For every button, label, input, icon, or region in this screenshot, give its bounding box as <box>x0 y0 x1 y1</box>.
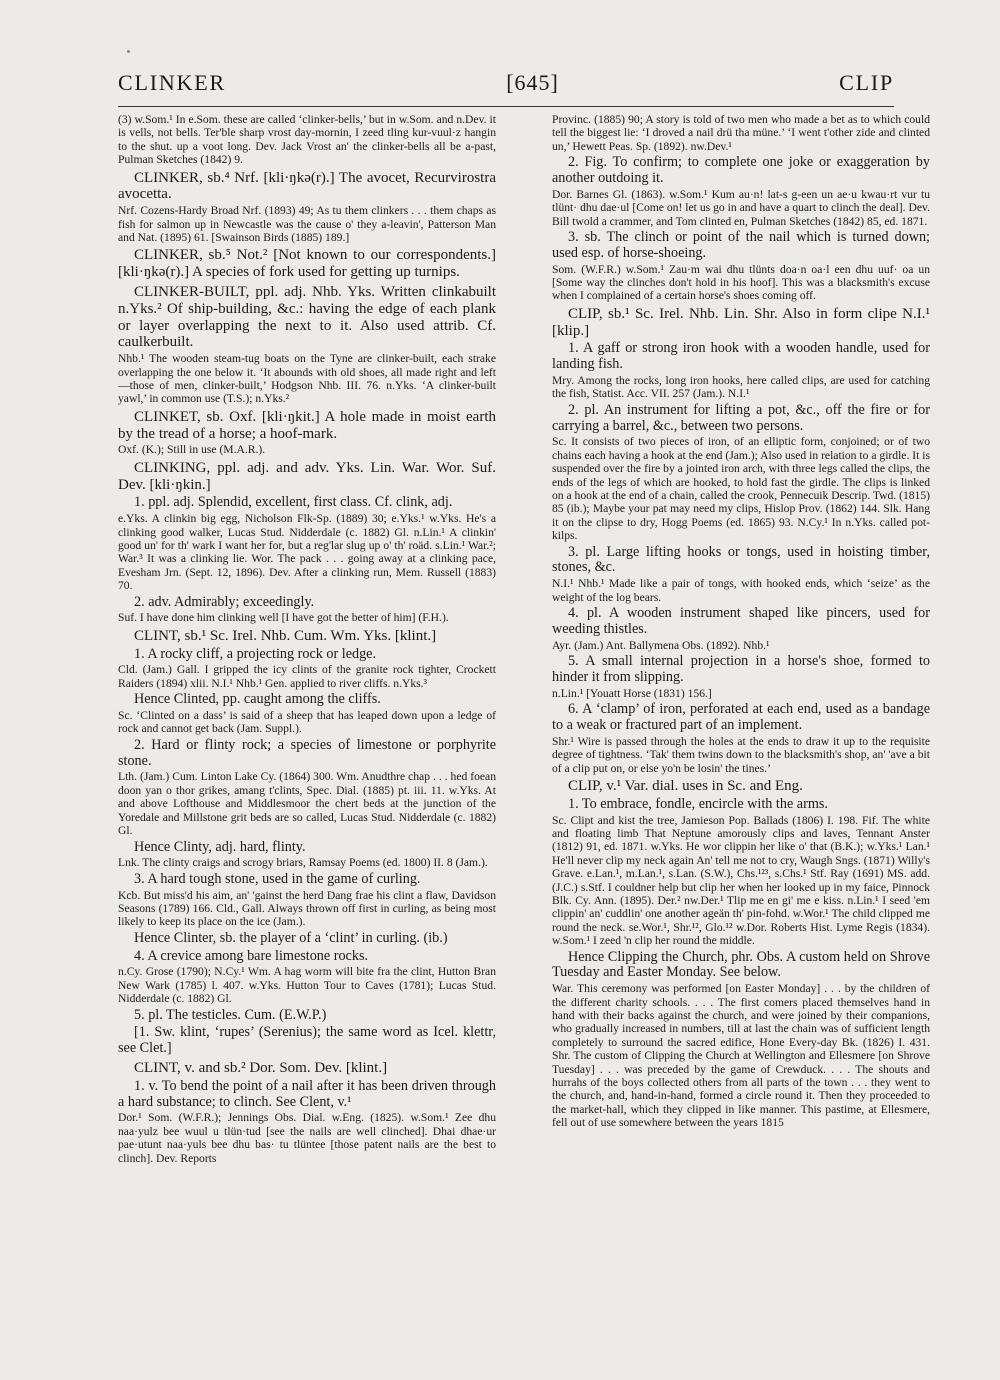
left-column <box>118 112 496 1262</box>
entry-sense: 3. sb. The clinch or point of the nail which is turned down; used esp. of horse-shoeing. <box>552 229 930 261</box>
citation-paragraph: n.Cy. Grose (1790); N.Cy.¹ Wm. A hag worm will bite fra the clint, Hutton Bran New Wark (1785) l. 407. w.Yks. Hutton Tour to Caves (1781); Lucas Stud. Nidderdale (c. 1882) Gl. <box>118 965 496 1006</box>
header-rule <box>118 106 894 107</box>
entry-sense: 3. A hard tough stone, used in the game of curling. <box>134 870 421 887</box>
dictionary-entry: CLINT, sb.¹ Sc. Irel. Nhb. Cum. Wm. Yks. [klint.] <box>134 627 437 644</box>
citation-paragraph: Nrf. Cozens-Hardy Broad Nrf. (1893) 49; As tu them clinkers . . . them chaps as fish for salmon up in Newcastle was the cause o' they a-leavin', Patterson Man and Nat. (1895) 61. [Swainson Birds (1885) 189.] <box>118 204 496 245</box>
dictionary-entry: CLIP, v.¹ Var. dial. uses in Sc. and Eng. <box>568 777 803 794</box>
entry-sense: 3. pl. Large lifting hooks or tongs, used in hoisting timber, stones, &c. <box>552 543 930 576</box>
entry-sense: 5. pl. The testicles. Cum. (E.W.P.) <box>134 1006 327 1023</box>
citation-paragraph: Shr.¹ Wire is passed through the holes at the ends to draw it up to the requisite degree of tightness. ‘Tak' them twins down to the blacksmith's shop, an' 'ave a bit of a clip put on, or else yo'n be losin' the tines.’ <box>552 734 930 775</box>
dictionary-entry: CLINKER, sb.⁴ Nrf. [kli·ŋkə(r).] The avocet, Recurvirostra avocetta. <box>118 169 496 203</box>
entry-sense: 2. Hard or flinty rock; a species of limestone or porphyrite stone. <box>118 736 496 769</box>
citation-paragraph: N.I.¹ Nhb.¹ Made like a pair of tongs, with hooked ends, which ‘seize’ as the weight of the log bears. <box>552 577 930 604</box>
entry-sense: 5. A small internal projection in a horse's shoe, formed to hinder it from slipping. <box>552 653 930 685</box>
citation-paragraph: Lth. (Jam.) Cum. Linton Lake Cy. (1864) 300. Wm. Anudthre chap . . . hed foean doon yan o thor grikes, amang t'clints, Spec. Dial. (1885) pt. iii. 11. w.Yks. At and above Lofthouse and Middlesmoor the chert beds at the junction of the Yoredale and Millstone grit beds are so called, Lucas Stud. Nidderdale (c. 1882) Gl. <box>118 770 496 838</box>
citation-paragraph: Suf. I have done him clinking well [I have got the better of him] (F.H.). <box>118 611 449 625</box>
dictionary-entry: CLINKET, sb. Oxf. [kli·ŋkit.] A hole made in moist earth by the tread of a horse; a hoof-mark. <box>118 408 496 442</box>
citation-paragraph: Provinc. (1885) 90; A story is told of two men who made a bet as to which could tell the biggest lie: ‘I droved a nail drü tha müne.’ ‘I went t'other zide and clinted un,’ Hewett Peas. Sp. (1892). nw.Dev.¹ <box>552 113 930 153</box>
entry-sense: 1. A rocky cliff, a projecting rock or ledge. <box>134 645 377 662</box>
citation-paragraph: e.Yks. A clinkin big egg, Nicholson Flk-Sp. (1889) 30; e.Yks.¹ w.Yks. He's a clinking good walker, Lucas Stud. Nidderdale (c. 1882) Gl. n.Lin.¹ A clinkin' good un' for th' wark I want her for, but a reg'lar slug up o' th' roäd. s.Lin.¹ War.²; War.³ It was a clinking lie. Wor. The pack . . . going away at a clinking pace, Evesham Jrn. (Sept. 12, 1896). Dev. After a clinking run, Mem. Russell (1883) 70. <box>118 512 496 593</box>
citation-paragraph: War. This ceremony was performed [on Easter Monday] . . . by the children of the different charity schools. . . . The first comers placed themselves hand in hand with their backs against the church, and were joined by their companions, who gradually increased in numbers, till at last the chain was of sufficient length completely to surround the sacred edifice, Hone Every-day Bk. (1826) I. 431. Shr. The custom of Clipping the Church at Wellington and Ellesmere [on Shrove Tuesday] . . . was preceded by the game of Crewduck. . . . The shouts and hurrahs of the boys collected others from all parts of the town . . . they went to the church, and, hand-in-hand, formed a circle round it. Then they proceeded to the market-hall, which they clipped in like manner. This pastime, at Ellesmere, fell out of use somewhere between the years 1815 <box>552 982 930 1130</box>
paper-speck <box>127 50 130 53</box>
entry-sense: 4. pl. A wooden instrument shaped like pincers, used for weeding thistles. <box>552 605 930 637</box>
entry-sense: 1. v. To bend the point of a nail after it has been driven through a hard substance; to clinch. See Clent, v.¹ <box>118 1077 496 1110</box>
entry-sense: Hence Clinty, adj. hard, flinty. <box>134 838 306 855</box>
entry-sense: 1. ppl. adj. Splendid, excellent, first class. Cf. clink, adj. <box>134 494 453 511</box>
entry-sense: Hence Clinted, pp. caught among the cliffs. <box>134 691 381 708</box>
citation-paragraph: (3) w.Som.¹ In e.Som. these are called ‘clinker-bells,’ but in w.Som. and n.Dev. it is vells, not bells. Ter'ble sharp vrost day-mornin, I zeed tling kur-vuul·z hangin to the shut. up a voot long. Dev. Jack Vrost an' the clinker-bells all be a-past, Pulman Sketches (1842) 9. <box>118 113 496 167</box>
citation-paragraph: Dor. Barnes Gl. (1863). w.Som.¹ Kum au·n! lat-s g-een un ae·u kwau·rt vur tu tlünt· dhu dae·ul [Come on! let us go in and have a quart to clinch the deal]. Dev. Bill twold a crammer, and Tom clinted en, Pulman Sketches (1842) 85, ed. 1871. <box>552 187 930 228</box>
citation-paragraph: Oxf. (K.); Still in use (M.A.R.). <box>118 443 266 457</box>
citation-paragraph: n.Lin.¹ [Youatt Horse (1831) 156.] <box>552 686 712 700</box>
citation-paragraph: Lnk. The clinty craigs and scrogy briars, Ramsay Poems (ed. 1800) II. 8 (Jam.). <box>118 856 488 870</box>
citation-paragraph: Kcb. But miss'd his aim, an' 'gainst the herd Dang frae his clint a flaw, Davidson Seasons (1789) 166. Cld., Gall. Always thrown off first in curling, as being most likely to keep its place on the ice (Jam.). <box>118 888 496 929</box>
citation-paragraph: Sc. It consists of two pieces of iron, of an elliptic form, conjoined; or of two chains each having a hook at the end (Jam.); Also used in relation to a girdle. It is suspended over the fire by a jointed iron arch, with three legs called the clips, the ends of the legs of which are hooked, to hold fast the girdle. The clips is linked on a hook at the end of a chain, called the crook, Pennecuik Descrip. Twd. (1815) 85 (ib.); Maybe your pat may need my clips, Hislop Prov. (1862) 144. Slk. Hang it on the clipse to dry, Hogg Poems (ed. 1865) 93. N.Cy.¹ In n.Yks. called pot-kilps. <box>552 435 930 543</box>
dictionary-entry: CLINKER, sb.⁵ Not.² [Not known to our correspondents.] [kli·ŋkə(r).] A species of fork used for getting up turnips. <box>118 247 496 281</box>
entry-sense: 2. Fig. To confirm; to complete one joke or exaggeration by another outdoing it. <box>552 154 930 187</box>
entry-sense: 1. A gaff or strong iron hook with a wooden handle, used for landing fish. <box>552 340 930 373</box>
page-number: [645] <box>506 70 559 95</box>
right-column <box>552 112 930 1262</box>
citation-paragraph: Cld. (Jam.) Gall. I gripped the icy clints of the granite rock tighter, Crockett Raiders (1894) xlii. N.I.¹ Nhb.¹ Gen. applied to river cliffs. n.Yks.³ <box>118 663 496 690</box>
dictionary-entry: CLINKING, ppl. adj. and adv. Yks. Lin. War. Wor. Suf. Dev. [kli·ŋkin.] <box>118 459 496 493</box>
entry-sense: 4. A crevice among bare limestone rocks. <box>134 947 369 964</box>
citation-paragraph: Sc. Clipt and kist the tree, Jamieson Pop. Ballads (1806) I. 198. Fif. The white and floating limb That Neptune amorously clips and laves, Tennant Anster (1812) 91, ed. 1871. w.Yks. He wor clippin her like o' that (B.K.); w.Yks.¹ Lan.¹ He'll never clip my neck again An' tell me not to cry, Waugh Sngs. (1871) Willy's Grave. e.Lan.¹, m.Lan.¹, s.Lan. (S.W.), Chs.¹²³, s.Chs.¹ Stf. Ray (1691) MS. add. (J.C.) s.Stf. I couldner help but clip her when her looked up in my faice, Pinnock Blk. Cy. Ann. (1895). Der.² nw.Der.¹ Tlip me en gi' me e kiss. n.Lin.¹ I seed 'em clippin' an' cuddlin' one another ageän th' pin-fohd. w.Wor.¹ The child clipped me round the neck. se.Wor.¹, Shr.¹², Glo.¹² w.Dor. Roberts Hist. Lyme Regis (1834). w.Som.¹ I zeed 'n clip her round the middle. <box>552 813 930 948</box>
dictionary-entry: CLINKER-BUILT, ppl. adj. Nhb. Yks. Written clinkabuilt n.Yks.² Of ship-building, &c.: having the edge of each plank or layer overlapping the next to it. Also used attrib. Cf. caulkerbuilt. <box>118 284 496 351</box>
entry-sense: 2. adv. Admirably; exceedingly. <box>134 593 315 610</box>
page-header <box>118 62 894 104</box>
citation-paragraph: Mry. Among the rocks, long iron hooks, here called clips, are used for catching the fish, Statist. Acc. VII. 257 (Jam.). N.I.¹ <box>552 374 930 401</box>
dictionary-entry: CLIP, sb.¹ Sc. Irel. Nhb. Lin. Shr. Also in form clipe N.I.¹ [klip.] <box>552 305 930 339</box>
citation-paragraph: Ayr. (Jam.) Ant. Ballymena Obs. (1892). Nhb.¹ <box>552 638 770 652</box>
citation-paragraph: Dor.¹ Som. (W.F.R.); Jennings Obs. Dial. w.Eng. (1825). w.Som.¹ Zee dhu naa·yulz bee wuul u tlün·tud [see the nails are well clinched]. Dhai dhae·ur pae·utunt naa·yuls bee dhu bas· tu tlüntee [those patent nails are the best to clinch]. Dev. Reports <box>118 1111 496 1165</box>
right-running-headword: CLIP <box>839 70 894 95</box>
entry-sense: 6. A ‘clamp’ of iron, perforated at each end, used as a bandage to a weak or fractured part of an implement. <box>552 701 930 733</box>
citation-paragraph: Sc. ‘Clinted on a dass’ is said of a sheep that has leaped down upon a ledge of rock and cannot get back (Jam. Suppl.). <box>118 709 496 736</box>
dictionary-entry: CLINT, v. and sb.² Dor. Som. Dev. [klint.] <box>134 1059 388 1076</box>
entry-sense: 2. pl. An instrument for lifting a pot, &c., off the fire or for carrying a barrel, &c., between two persons. <box>552 401 930 434</box>
citation-paragraph: Som. (W.F.R.) w.Som.¹ Zau·m wai dhu tlünts doa·n oa·l een dhu uuf· oa un [Some way the clinches don't hold in his hoof]. This was a blacksmith's excuse when I complained of a certain horse's shoes coming off. <box>552 262 930 303</box>
entry-sense: Hence Clipping the Church, phr. Obs. A custom held on Shrove Tuesday and Easter Monday. See below. <box>552 948 930 981</box>
citation-paragraph: Nhb.¹ The wooden steam-tug boats on the Tyne are clinker-built, each strake overlapping the one below it. ‘It abounds with old shoes, all made right and left—those of men, clinker-built,’ Hodgson Nhb. III. 76. n.Yks. ‘A clinker-built yawl,’ in common use (T.S.); n.Yks.² <box>118 352 496 406</box>
entry-sense: Hence Clinter, sb. the player of a ‘clint’ in curling. (ib.) <box>134 929 448 946</box>
entry-sense: [1. Sw. klint, ‘rupes’ (Serenius); the same word as Icel. klettr, see Clet.] <box>118 1024 496 1057</box>
entry-sense: 1. To embrace, fondle, encircle with the arms. <box>568 795 828 812</box>
left-running-headword: CLINKER <box>118 70 226 95</box>
